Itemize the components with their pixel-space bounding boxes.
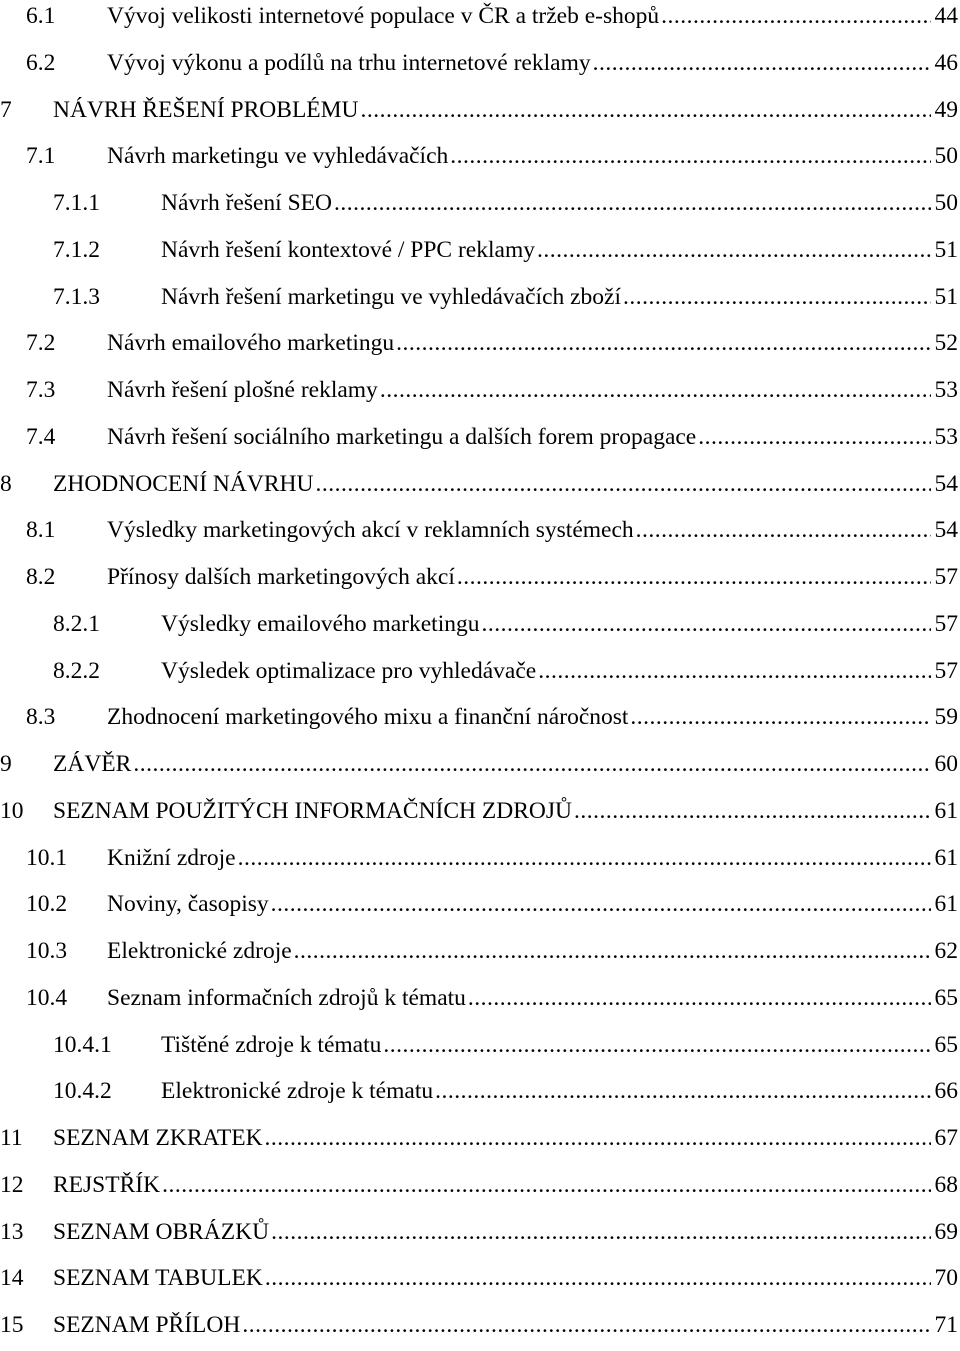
toc-entry[interactable]: [0, 657, 960, 697]
toc-entry[interactable]: [0, 610, 960, 650]
toc-dot-leader: [133, 750, 930, 778]
toc-dot-leader: [636, 516, 931, 544]
toc-page-number: 69: [931, 1218, 960, 1246]
toc-section-title: SEZNAM TABULEK: [53, 1264, 265, 1292]
toc-section-number: 7: [0, 96, 53, 124]
toc-page-number: 54: [931, 516, 960, 544]
toc-section-title: Noviny, časopisy: [107, 890, 271, 918]
toc-entry[interactable]: [0, 1264, 960, 1304]
toc-dot-leader: [661, 2, 930, 30]
toc-dot-leader: [361, 96, 931, 124]
toc-section-number: 7.1.1: [53, 189, 161, 217]
toc-section-title: Návrh řešení kontextové / PPC reklamy: [161, 236, 537, 264]
toc-entry[interactable]: [0, 844, 960, 884]
toc-section-number: 10: [0, 797, 53, 825]
toc-page-number: 66: [931, 1077, 960, 1105]
toc-page-number: 62: [931, 937, 960, 965]
toc-page-number: 67: [931, 1124, 960, 1152]
toc-section-number: 8.3: [26, 703, 107, 731]
toc-section-number: 8: [0, 470, 53, 498]
toc-section-number: 10.4.1: [53, 1031, 161, 1059]
toc-dot-leader: [265, 1124, 931, 1152]
toc-section-number: 8.2: [26, 563, 107, 591]
toc-entry[interactable]: [0, 984, 960, 1024]
toc-section-title: Návrh marketingu ve vyhledávačích: [107, 142, 450, 170]
toc-dot-leader: [435, 1077, 930, 1105]
toc-entry[interactable]: [0, 750, 960, 790]
toc-page-number: 60: [931, 750, 960, 778]
toc-page-number: 61: [931, 797, 960, 825]
toc-entry[interactable]: [0, 703, 960, 743]
toc-section-title: Elektronické zdroje: [107, 937, 294, 965]
toc-page-number: 61: [931, 844, 960, 872]
toc-section-number: 7.2: [26, 329, 107, 357]
toc-section-title: Elektronické zdroje k tématu: [161, 1077, 435, 1105]
toc-entry[interactable]: [0, 376, 960, 416]
toc-page-number: 44: [931, 2, 960, 30]
toc-entry[interactable]: [0, 1218, 960, 1258]
toc-section-title: Výsledky marketingových akcí v reklamních systémech: [107, 516, 636, 544]
toc-section-title: NÁVRH ŘEŠENÍ PROBLÉMU: [53, 96, 361, 124]
toc-section-title: Výsledek optimalizace pro vyhledávače: [161, 657, 538, 685]
toc-section-number: 10.1: [26, 844, 107, 872]
toc-section-number: 10.4: [26, 984, 107, 1012]
toc-dot-leader: [265, 1264, 931, 1292]
toc-entry[interactable]: [0, 142, 960, 182]
toc-section-title: SEZNAM ZKRATEK: [53, 1124, 265, 1152]
toc-section-title: ZÁVĚR: [53, 750, 133, 778]
toc-section-title: Návrh řešení SEO: [161, 189, 334, 217]
toc-page-number: 53: [931, 423, 960, 451]
toc-entry[interactable]: [0, 1124, 960, 1164]
toc-entry[interactable]: [0, 1031, 960, 1071]
toc-page-number: 71: [931, 1311, 960, 1339]
toc-section-title: Seznam informačních zdrojů k tématu: [107, 984, 468, 1012]
toc-section-number: 15: [0, 1311, 53, 1339]
toc-page-number: 54: [931, 470, 960, 498]
toc-section-title: Přínosy dalších marketingových akcí: [107, 563, 457, 591]
toc-entry[interactable]: [0, 470, 960, 510]
toc-page-number: 57: [931, 610, 960, 638]
toc-section-title: Návrh emailového marketingu: [107, 329, 396, 357]
toc-section-number: 6.2: [26, 49, 107, 77]
toc-dot-leader: [238, 844, 931, 872]
toc-section-number: 12: [0, 1171, 53, 1199]
toc-entry[interactable]: [0, 890, 960, 930]
toc-section-title: Návrh řešení sociálního marketingu a dalších forem propagace: [107, 423, 698, 451]
toc-entry[interactable]: [0, 797, 960, 837]
toc-page-number: 57: [931, 563, 960, 591]
toc-page-number: 52: [931, 329, 960, 357]
toc-section-title: Tištěné zdroje k tématu: [161, 1031, 383, 1059]
toc-entry[interactable]: [0, 563, 960, 603]
toc-section-number: 7.4: [26, 423, 107, 451]
toc-dot-leader: [383, 1031, 930, 1059]
toc-section-title: Výsledky emailového marketingu: [161, 610, 481, 638]
toc-section-title: ZHODNOCENÍ NÁVRHU: [53, 470, 315, 498]
toc-page-number: 68: [931, 1171, 960, 1199]
toc-entry[interactable]: [0, 2, 960, 42]
toc-page-number: 65: [931, 984, 960, 1012]
toc-dot-leader: [334, 189, 931, 217]
toc-dot-leader: [457, 563, 931, 591]
toc-section-title: SEZNAM OBRÁZKŮ: [53, 1218, 271, 1246]
toc-entry[interactable]: [0, 236, 960, 276]
toc-section-title: Vývoj výkonu a podílů na trhu internetové reklamy: [107, 49, 593, 77]
toc-section-title: Vývoj velikosti internetové populace v ČR a tržeb e-shopů: [107, 2, 661, 30]
toc-page-number: 53: [931, 376, 960, 404]
toc-page-number: 49: [931, 96, 960, 124]
toc-dot-leader: [162, 1171, 930, 1199]
toc-section-number: 11: [0, 1124, 53, 1152]
toc-section-number: 9: [0, 750, 53, 778]
toc-section-number: 8.2.1: [53, 610, 161, 638]
toc-section-number: 13: [0, 1218, 53, 1246]
toc-section-title: Zhodnocení marketingového mixu a finanční náročnost: [107, 703, 630, 731]
toc-dot-leader: [271, 890, 931, 918]
toc-page-number: 51: [931, 236, 960, 264]
toc-page-number: 61: [931, 890, 960, 918]
toc-dot-leader: [294, 937, 931, 965]
toc-section-title: Návrh řešení marketingu ve vyhledávačích zboží: [161, 283, 623, 311]
toc-entry[interactable]: [0, 283, 960, 323]
toc-dot-leader: [450, 142, 930, 170]
toc-section-number: 8.1: [26, 516, 107, 544]
toc-dot-leader: [537, 236, 931, 264]
toc-page-number: 46: [931, 49, 960, 77]
toc-entry[interactable]: [0, 189, 960, 229]
toc-dot-leader: [396, 329, 930, 357]
toc-page-number: 59: [931, 703, 960, 731]
toc-dot-leader: [593, 49, 931, 77]
toc-dot-leader: [630, 703, 930, 731]
toc-page-number: 51: [931, 283, 960, 311]
toc-entry[interactable]: [0, 937, 960, 977]
toc-entry[interactable]: [0, 516, 960, 556]
toc-dot-leader: [315, 470, 930, 498]
toc-dot-leader: [538, 657, 930, 685]
toc-section-number: 7.3: [26, 376, 107, 404]
toc-dot-leader: [271, 1218, 930, 1246]
toc-section-title: SEZNAM PŘÍLOH: [53, 1311, 242, 1339]
toc-dot-leader: [481, 610, 930, 638]
toc-page-number: 65: [931, 1031, 960, 1059]
toc-section-number: 7.1.3: [53, 283, 161, 311]
toc-entry[interactable]: [0, 423, 960, 463]
toc-section-title: Návrh řešení plošné reklamy: [107, 376, 380, 404]
toc-section-number: 10.4.2: [53, 1077, 161, 1105]
toc-section-number: 6.1: [26, 2, 107, 30]
toc-page-number: 50: [931, 142, 960, 170]
toc-dot-leader: [623, 283, 930, 311]
toc-section-number: 10.2: [26, 890, 107, 918]
toc-dot-leader: [574, 797, 931, 825]
toc-dot-leader: [380, 376, 931, 404]
toc-dot-leader: [242, 1311, 930, 1339]
toc-entry[interactable]: [0, 96, 960, 136]
toc-section-title: REJSTŘÍK: [53, 1171, 162, 1199]
toc-section-number: 7.1: [26, 142, 107, 170]
toc-dot-leader: [698, 423, 930, 451]
toc-section-title: Knižní zdroje: [107, 844, 238, 872]
toc-page-number: 50: [931, 189, 960, 217]
toc-entry[interactable]: [0, 1077, 960, 1117]
toc-section-number: 8.2.2: [53, 657, 161, 685]
toc-entry[interactable]: [0, 49, 960, 89]
toc-entry[interactable]: [0, 329, 960, 369]
toc-section-number: 10.3: [26, 937, 107, 965]
toc-entry[interactable]: [0, 1171, 960, 1211]
toc-page-number: 57: [931, 657, 960, 685]
toc-entry[interactable]: [0, 1311, 960, 1351]
toc-section-title: SEZNAM POUŽITÝCH INFORMAČNÍCH ZDROJŮ: [53, 797, 574, 825]
toc-page-number: 70: [931, 1264, 960, 1292]
toc-section-number: 7.1.2: [53, 236, 161, 264]
toc-dot-leader: [468, 984, 931, 1012]
toc-section-number: 14: [0, 1264, 53, 1292]
